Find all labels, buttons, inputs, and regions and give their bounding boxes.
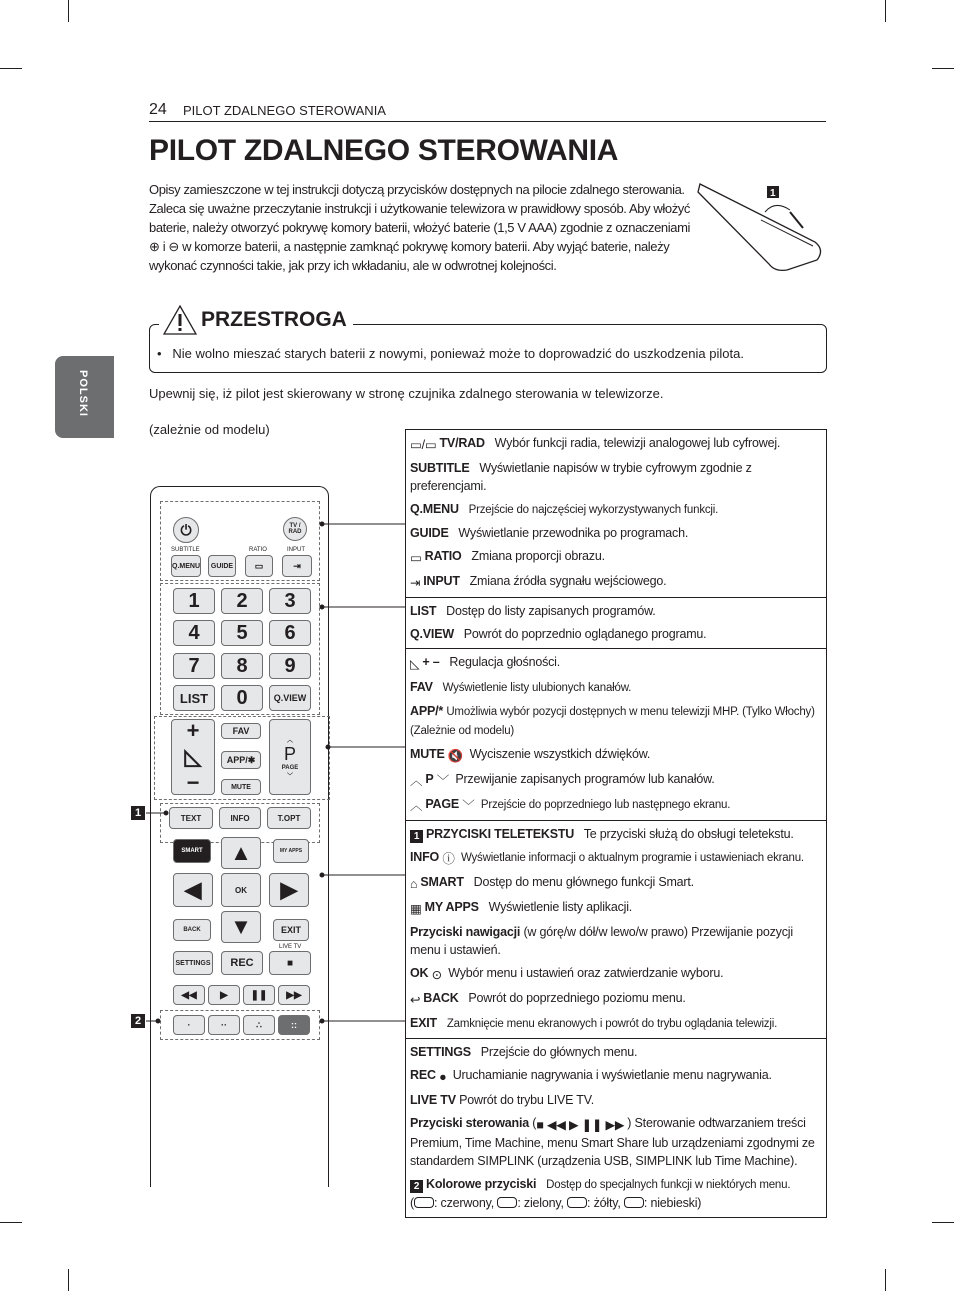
- tv-radio-icon: ▭/▭: [410, 438, 437, 452]
- info-button[interactable]: INFO: [219, 807, 261, 829]
- crop-mark: [932, 1222, 954, 1223]
- mute-button[interactable]: MUTE: [221, 779, 261, 795]
- crop-mark: [885, 1269, 886, 1291]
- list-button[interactable]: LIST: [173, 685, 215, 711]
- table-row: LIST Dostęp do listy zapisanych programów.: [410, 604, 656, 618]
- table-row: Q.MENU Przejście do najczęściej wykorzystywanych funkcji.: [410, 502, 719, 516]
- language-tab: [55, 356, 114, 438]
- green-button[interactable]: ··: [208, 1015, 240, 1035]
- table-row: OK ⊙ Wybór menu i ustawień oraz zatwierdzanie wyboru.: [410, 966, 724, 982]
- page-label: PAGE: [281, 764, 299, 771]
- running-header: PILOT ZDALNEGO STEROWANIA: [183, 103, 386, 118]
- yellow-button[interactable]: ∴: [243, 1015, 275, 1035]
- callout-badge: 1: [410, 830, 423, 843]
- record-dot-icon: ●: [439, 1070, 447, 1084]
- remote-control-illustration: [150, 486, 329, 1187]
- exit-button[interactable]: EXIT: [273, 919, 309, 941]
- table-row: Przyciski nawigacji (w górę/w dół/w lewo/w prawo) Przewijanie pozycji menu i ustawień.: [410, 925, 793, 957]
- home-icon: ⌂: [410, 877, 418, 891]
- table-row: ︿ PAGE ﹀ Przejście do poprzedniego lub następnego ekranu.: [410, 797, 731, 813]
- arrow-down-icon[interactable]: ▼: [221, 911, 261, 943]
- table-row: ⇥ INPUT Zmiana źródła sygnału wejściowego.: [410, 574, 667, 590]
- arrow-left-icon[interactable]: ◀: [173, 873, 213, 907]
- digit-button[interactable]: 1: [173, 588, 215, 614]
- table-row: Q.VIEW Powrót do poprzednio oglądanego programu.: [410, 627, 707, 641]
- crop-mark: [68, 1269, 69, 1291]
- digit-button[interactable]: 7: [173, 653, 215, 679]
- myapps-button[interactable]: MY APPS: [273, 839, 309, 863]
- table-section-2: [406, 597, 826, 648]
- digit-button[interactable]: 0: [221, 685, 263, 711]
- digit-button[interactable]: 2: [221, 588, 263, 614]
- digit-button[interactable]: 8: [221, 653, 263, 679]
- language-tab-label: POLSKI: [77, 370, 89, 417]
- table-row: MUTE 🔇 Wyciszenie wszystkich dźwięków.: [410, 747, 651, 763]
- table-section-3: [406, 648, 826, 820]
- page-number: 24: [149, 101, 167, 118]
- topt-button[interactable]: T.OPT: [267, 807, 311, 829]
- orientation-note: Upewnij się, iż pilot jest skierowany w stronę czujnika zdalnego sterowania w telewizorze.: [149, 386, 664, 401]
- caution-text: • Nie wolno mieszać starych baterii z nowymi, ponieważ może to doprowadzić do uszkodzenia pilota.: [157, 346, 744, 361]
- settings-button[interactable]: SETTINGS: [173, 951, 213, 975]
- volume-icon: ◺: [410, 657, 420, 671]
- crop-mark: [932, 68, 954, 69]
- page-title: PILOT ZDALNEGO STEROWANIA: [149, 134, 619, 167]
- blue-button[interactable]: ::: [278, 1015, 310, 1035]
- qmenu-button[interactable]: Q.MENU: [171, 555, 201, 577]
- play-icon[interactable]: ▶: [208, 985, 240, 1005]
- chevron-up-icon: ︿: [410, 774, 423, 788]
- crop-mark: [68, 0, 69, 22]
- table-row: SUBTITLE Wyświetlanie napisów w trybie cyfrowym zgodnie z preferencjami.: [410, 461, 752, 493]
- chevron-down-icon: ﹀: [462, 799, 475, 813]
- crop-mark: [885, 0, 886, 22]
- table-row: SETTINGS Przejście do głównych menu.: [410, 1045, 638, 1059]
- table-row: ︿ P ﹀ Przewijanie zapisanych programów lub kanałów.: [410, 772, 715, 788]
- svg-text:1: 1: [770, 188, 776, 199]
- digit-button[interactable]: 9: [269, 653, 311, 679]
- ratio-icon: ▭: [410, 551, 422, 565]
- arrow-up-icon[interactable]: ▲: [221, 837, 261, 869]
- back-icon: ↩: [410, 993, 421, 1007]
- callout-marker: 1: [131, 806, 145, 820]
- info-icon: ⓘ: [442, 852, 455, 866]
- table-row: INFO ⓘ Wyświetlanie informacji o aktualnym programie i ustawieniach ekranu.: [410, 850, 804, 866]
- digit-button[interactable]: 4: [173, 620, 215, 646]
- ratio-button[interactable]: ▭: [245, 555, 273, 577]
- tv-rad-button[interactable]: TV / RAD: [283, 517, 307, 541]
- chevron-down-icon: ﹀: [436, 774, 450, 788]
- smart-button[interactable]: SMART: [173, 839, 211, 863]
- livetv-label: LIVE TV: [279, 944, 302, 950]
- table-row: GUIDE Wyświetlanie przewodnika po programach.: [410, 526, 689, 540]
- green-key-icon: [497, 1197, 517, 1208]
- table-row: FAV Wyświetlenie listy ulubionych kanałów.: [410, 680, 632, 694]
- pause-icon[interactable]: ❚❚: [243, 985, 275, 1005]
- fast-forward-icon[interactable]: ▶▶: [278, 985, 310, 1005]
- header-rule: [149, 121, 826, 122]
- input-icon: ⇥: [410, 576, 421, 590]
- table-row: 1 PRZYCISKI TELETEKSTU Te przyciski służą do obsługi teletekstu.: [410, 823, 822, 846]
- callout-marker: 2: [131, 1014, 145, 1028]
- fav-button[interactable]: FAV: [221, 723, 261, 739]
- input-button[interactable]: ⇥: [282, 555, 312, 577]
- text-button[interactable]: TEXT: [169, 807, 213, 829]
- callout-badge: 2: [410, 1180, 423, 1193]
- model-note: (zależnie od modelu): [149, 422, 270, 437]
- caution-message: Nie wolno mieszać starych baterii z nowymi, ponieważ może to doprowadzić do uszkodzenia pilota.: [172, 346, 744, 361]
- rewind-icon[interactable]: ◀◀: [173, 985, 205, 1005]
- volume-rocker[interactable]: + ◺ −: [171, 719, 215, 795]
- table-row: ⌂ SMART Dostęp do menu głównego funkcji Smart.: [410, 875, 694, 891]
- page-rocker[interactable]: ︿ P PAGE ﹀: [269, 719, 311, 795]
- back-button[interactable]: BACK: [173, 919, 211, 941]
- arrow-right-icon[interactable]: ▶: [269, 873, 309, 907]
- yellow-key-icon: [567, 1197, 587, 1208]
- ratio-label: RATIO: [249, 547, 267, 553]
- table-row: REC ● Uruchamianie nagrywania i wyświetlanie menu nagrywania.: [410, 1068, 772, 1084]
- table-row: EXIT Zamknięcie menu ekranowych i powrót do trybu oglądania telewizji.: [410, 1016, 778, 1030]
- guide-button[interactable]: GUIDE: [208, 555, 236, 577]
- playback-icons: ■ ◀◀ ▶ ❚❚ ▶▶: [536, 1118, 625, 1132]
- mute-icon: 🔇: [447, 749, 464, 763]
- battery-cover-illustration: [695, 180, 830, 272]
- red-button[interactable]: ·: [173, 1015, 205, 1035]
- table-section-1: [406, 430, 826, 597]
- intro-paragraph: Opisy zamieszczone w tej instrukcji dotyczą przycisków dostępnych na pilocie zdalnego sterowania. Zaleca się uważne przeczytanie instrukcji i użytkowanie telewizora w prawidłowy sposób. Aby włożyć baterie, należy otworzyć pokrywę komory baterii, włożyć baterie (1,5 V AAA) zgodnie z oznaczeniami ⊕ i ⊖ w komorze baterii, a następnie zamknąć pokrywę komory baterii. Aby wyjąć baterie, należy wykonać czynności takie, jak przy ich wkładaniu, ale w odwrotnej kolejności.: [149, 182, 691, 273]
- digit-button[interactable]: 5: [221, 620, 263, 646]
- table-row: 2 Kolorowe przyciski Dostęp do specjalnych funkcji w niektórych menu. ( : czerwony, : zielony, : żółty, : niebieski): [410, 1177, 791, 1210]
- digit-button[interactable]: 3: [269, 588, 311, 614]
- table-row: ↩ BACK Powrót do poprzedniego poziomu menu.: [410, 991, 686, 1007]
- table-row: LIVE TV Powrót do trybu LIVE TV.: [410, 1093, 594, 1107]
- button-description-table: [405, 429, 827, 1218]
- red-key-icon: [414, 1197, 434, 1208]
- subtitle-label: SUBTITLE: [171, 547, 200, 553]
- warning-icon: [163, 304, 197, 336]
- table-row: ▭/▭ TV/RAD Wybór funkcji radia, telewizji analogowej lub cyfrowej.: [410, 436, 781, 452]
- table-row: Przyciski sterowania (■ ◀◀ ▶ ❚❚ ▶▶ ) Sterowanie odtwarzaniem treści Premium, Time Machine, menu Smart Share lub urządzeniami zgodnymi ze standardem SIMPLINK (urządzenia USB, SIMPLINK lub Time Machine).: [410, 1116, 815, 1168]
- apps-grid-icon: ▦: [410, 902, 422, 916]
- chevron-up-icon: ︿: [410, 799, 423, 813]
- table-row: ▭ RATIO Zmiana proporcji obrazu.: [410, 549, 605, 565]
- table-section-4: [406, 820, 826, 1038]
- crop-mark: [0, 1222, 22, 1223]
- blue-key-icon: [624, 1197, 644, 1208]
- ok-icon: ⊙: [431, 968, 442, 982]
- input-label: INPUT: [287, 547, 305, 553]
- rec-button[interactable]: REC: [221, 951, 263, 975]
- power-icon[interactable]: ⏻: [173, 517, 199, 543]
- qview-button[interactable]: Q.VIEW: [269, 685, 311, 711]
- ok-button[interactable]: OK: [221, 873, 261, 907]
- table-row: ◺ + – Regulacja głośności.: [410, 655, 561, 671]
- table-section-5: [406, 1038, 826, 1217]
- app-button[interactable]: APP/✱: [221, 751, 261, 769]
- caution-title: PRZESTROGA: [201, 308, 347, 331]
- live-tv-stop-button[interactable]: ■: [269, 951, 311, 975]
- table-row: APP/* Umożliwia wybór pozycji dostępnych w menu telewizji MHP. (Tylko Włochy) (Zależnie od modelu): [410, 704, 815, 737]
- digit-button[interactable]: 6: [269, 620, 311, 646]
- crop-mark: [0, 68, 22, 69]
- table-row: ▦ MY APPS Wyświetlenie listy aplikacji.: [410, 900, 633, 916]
- caution-header: [159, 300, 353, 340]
